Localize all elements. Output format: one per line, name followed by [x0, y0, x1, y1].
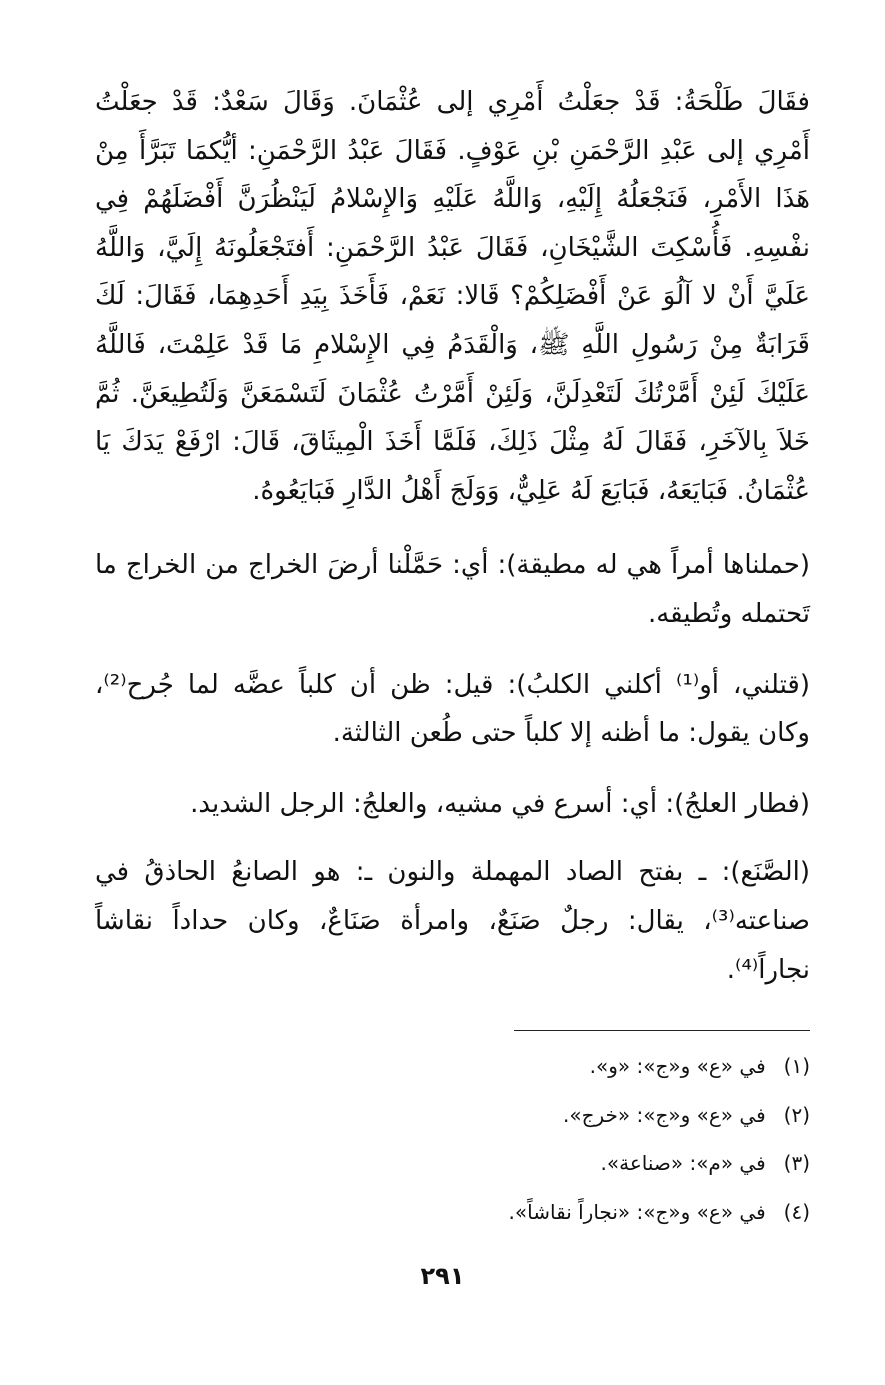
- footnote-item: [95, 1091, 810, 1140]
- footnote-number: (٢): [783, 1102, 810, 1127]
- footnote-text: في «ع» و«ج»: «و».: [589, 1054, 766, 1078]
- footnote-text: في «م»: «صناعة».: [600, 1151, 766, 1176]
- footnote-number: (١): [783, 1054, 810, 1078]
- footnote-item: [95, 1042, 810, 1091]
- footnote-divider: [514, 1030, 810, 1031]
- footnote-text: في «ع» و«ج»: «نجاراً نقاشاً».: [508, 1199, 766, 1224]
- footnote-number: (٣): [783, 1151, 810, 1176]
- hadith-paragraph: فقَالَ طَلْحَةُ: قَدْ جعَلْتُ أَمْرِي إلى عُثْمَانَ. وَقَالَ سَعْدٌ: قَدْ جعَلْتُ أَمْرِي إلى عَبْدِ الرَّحْمَنِ بْنِ عَوْفٍ. فَقَالَ عَبْدُ الرَّحْمَنِ: أيُّكمَا تَبَرَّأَ مِنْ هَذَا الأَمْرِ، فَنَجْعَلُهُ إِلَيْهِ، وَاللَّهُ عَلَيْهِ وَالإِسْلامُ لَيَنْظُرَنَّ أَفْضَلَهُمْ فِي نفْسِهِ. فَأُسْكِتَ الشَّيْخَانِ، فَقَالَ عَبْدُ الرَّحْمَنِ: أَفتَجْعَلُونَهُ إِلَيَّ، وَاللَّهُ عَلَيَّ أَنْ لا آلُوَ عَنْ أَفْضَلِكُمْ؟ قَالا: نَعَمْ، فَأَخَذَ بِيَدِ أَحَدِهِمَا، فَقَالَ: لَكَ قَرَابَةٌ مِنْ رَسُولِ اللَّهِ ﷺ، وَالْقَدَمُ فِي الإِسْلامِ مَا قَدْ عَلِمْتَ، فَاللَّهُ عَلَيْكَ لَئِنْ أَمَّرْتُكَ لَتَعْدِلَنَّ، وَلَئِنْ أَمَّرْتُ عُثْمَانَ لَتَسْمَعَنَّ وَلَتُطِيعَنَّ. ثُمَّ خَلاَ بِالآخَرِ، فَقَالَ لَهُ مِثْلَ ذَلِكَ، فَلَمَّا أَخَذَ الْمِيثَاقَ، قَالَ: ارْفَعْ يَدَكَ يَا عُثْمَانُ. فَبَايَعَهُ، فَبَايَعَ لَهُ عَلِيٌّ، وَوَلَجَ أَهْلُ الدَّارِ فَبَايَعُوهُ.: [95, 87, 810, 506]
- footnote-number: (٤): [783, 1199, 810, 1224]
- main-text: [95, 78, 810, 994]
- gloss-paragraph-4: (الصَّنَع): ـ بفتح الصاد المهملة والنون ـ: هو الصانعُ الحاذقُ في صناعته⁽³⁾، يقال: رجلٌ صَنَعٌ، وامرأة صَنَاعٌ، وكان حداداً نقاشاً نجاراً⁽⁴⁾.: [95, 857, 810, 985]
- footnotes: [95, 1042, 810, 1236]
- page-number: ٢٩١: [420, 1262, 465, 1290]
- footnote-item: [95, 1188, 810, 1237]
- footnote-item: [95, 1139, 810, 1188]
- footnote-text: في «ع» و«ج»: «خرج».: [563, 1102, 766, 1127]
- gloss-paragraph-1: (حملناها أمراً هي له مطيقة): أي: حَمَّلْنا أرضَ الخراج من الخراج ما تَحتمله وتُطيقه.: [95, 550, 810, 629]
- gloss-paragraph-2: (قتلني، أو⁽¹⁾ أكلني الكلبُ): قيل: ظن أن كلباً عضَّه لما جُرح⁽²⁾، وكان يقول: ما أظنه إلا كلباً حتى طُعن الثالثة.: [95, 669, 810, 749]
- gloss-paragraph-3: (فطار العلجُ): أي: أسرع في مشيه، والعلجُ: الرجل الشديد.: [190, 788, 810, 819]
